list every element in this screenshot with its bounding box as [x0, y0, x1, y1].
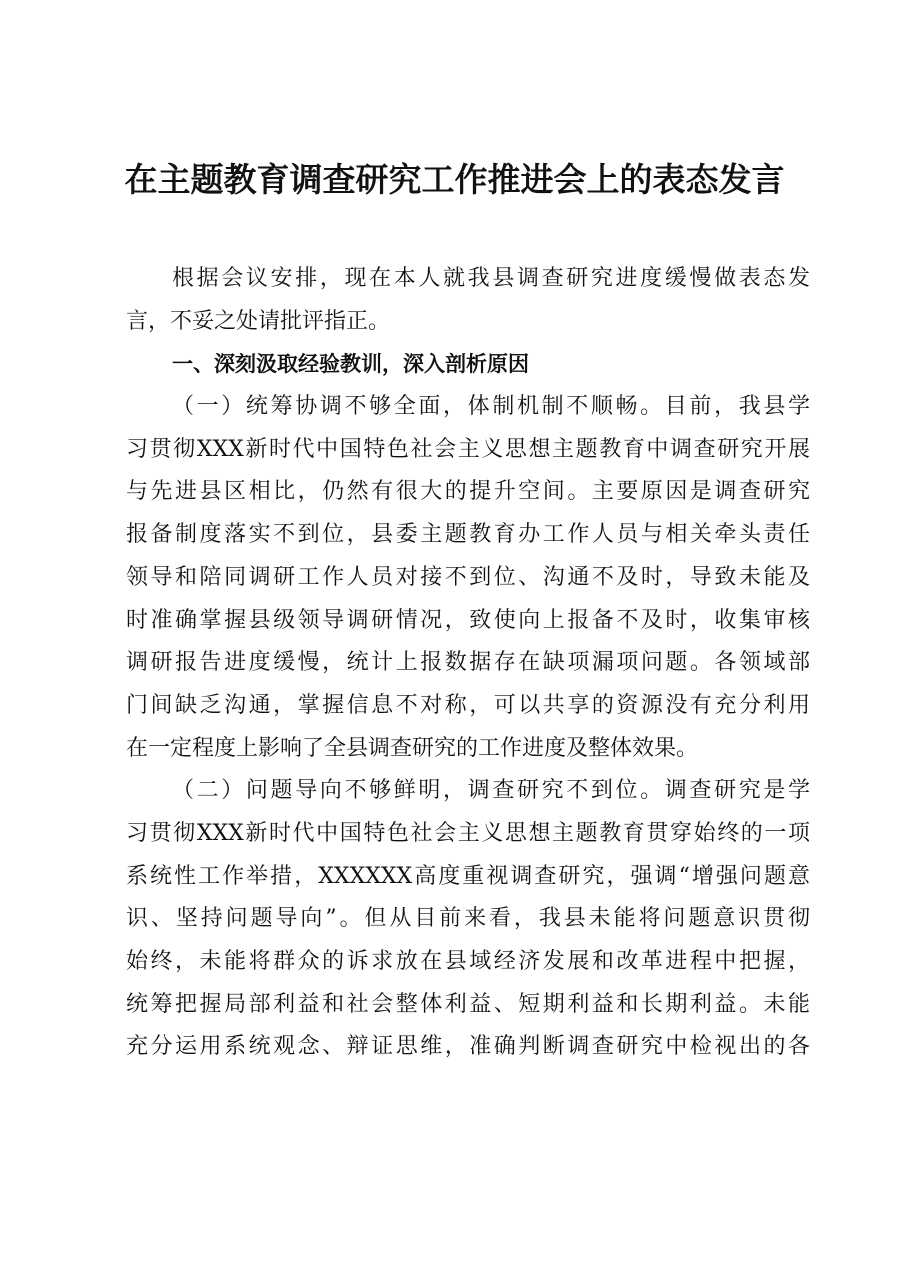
paragraph-line: 识、坚持问题导向”。但从目前来看，我县未能将问题意识贯彻 [126, 906, 810, 932]
paragraph-line: 习贯彻XXX新时代中国特色社会主义思想主题教育贯穿始终的一项 [126, 820, 810, 846]
paragraph-line: 调研报告进度缓慢，统计上报数据存在缺项漏项问题。各领域部 [126, 650, 810, 676]
paragraph-line: 根据会议安排，现在本人就我县调查研究进度缓慢做表态发 [172, 266, 810, 291]
paragraph-line: 言，不妥之处请批评指正。 [126, 308, 391, 334]
paragraph-line: 报备制度落实不到位，县委主题教育办工作人员与相关牵头责任 [126, 522, 810, 548]
paragraph-line: 时准确掌握县级领导调研情况，致使向上报备不及时，收集审核 [126, 607, 810, 633]
paragraph-line: 始终，未能将群众的诉求放在县域经济发展和改革进程中把握， [126, 949, 810, 974]
paragraph-line: 充分运用系统观念、辩证思维，准确判断调查研究中检视出的各 [126, 1034, 810, 1060]
paragraph-line: 系统性工作举措，XXXXXX高度重视调查研究，强调“增强问题意 [126, 863, 810, 889]
paragraph-line: （二）问题导向不够鲜明，调查研究不到位。调查研究是学 [172, 778, 810, 804]
document-title: 在主题教育调查研究工作推进会上的表态发言 [124, 160, 785, 199]
paragraph-line: 在一定程度上影响了全县调查研究的工作进度及整体效果。 [126, 735, 699, 761]
paragraph-line: 门间缺乏沟通，掌握信息不对称，可以共享的资源没有充分利用 [126, 692, 810, 718]
paragraph-line: 统筹把握局部利益和社会整体利益、短期利益和长期利益。未能 [126, 991, 810, 1017]
paragraph-line: （一）统筹协调不够全面，体制机制不顺畅。目前，我县学 [172, 394, 810, 420]
document-body [126, 258, 810, 1069]
paragraph-line: 领导和陪同调研工作人员对接不到位、沟通不及时，导致未能及 [126, 564, 810, 590]
paragraph-line: 习贯彻XXX新时代中国特色社会主义思想主题教育中调查研究开展 [126, 436, 810, 462]
section-heading: 一、深刻汲取经验教训，深入剖析原因 [172, 352, 529, 377]
paragraph-line: 与先进县区相比，仍然有很大的提升空间。主要原因是调查研究 [126, 479, 810, 505]
